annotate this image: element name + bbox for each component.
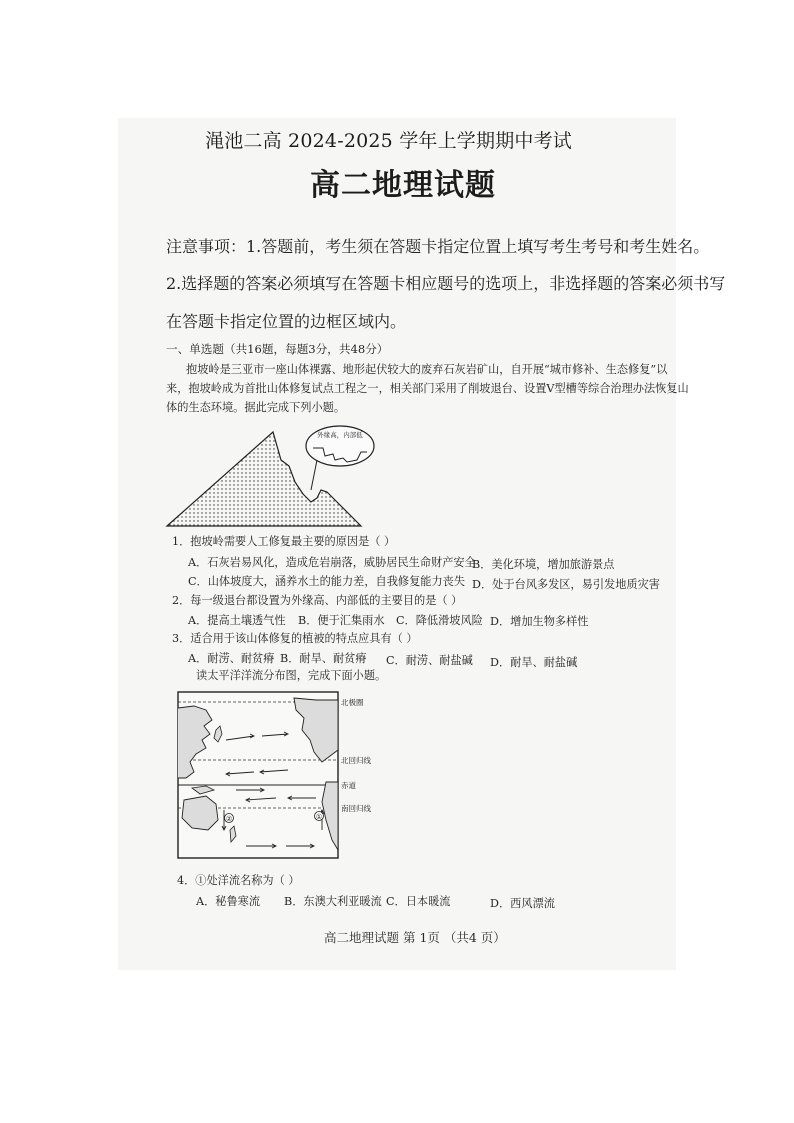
q3-option-d: D．耐旱、耐盐碱 — [490, 656, 578, 669]
map-intro: 读太平洋洋流分布图，完成下面小题。 — [196, 669, 387, 682]
tropic-south-label: 南回归线 — [341, 804, 371, 813]
q2-option-c: C．降低滑坡风险 — [396, 614, 483, 627]
passage-line-3: 体的生态环境。据此完成下列小题。 — [166, 401, 346, 414]
school-exam-line: 渑池二高 2024-2025 学年上学期期中考试 — [205, 130, 573, 152]
tropic-north-label: 北回归线 — [341, 756, 371, 765]
equator-label: 赤道 — [341, 781, 356, 790]
notice-line-1: 注意事项：1.答题前，考生须在答题卡指定位置上填写考生考号和考生姓名。 — [166, 237, 710, 256]
mark-1-label: ① — [315, 813, 323, 821]
q4-option-b: B．东澳大利亚暖流 — [284, 895, 382, 908]
q3-option-c: C．耐涝、耐盐碱 — [386, 654, 473, 667]
passage-line-1: 抱坡岭是三亚市一座山体裸露、地形起伏较大的废弃石灰岩矿山，自开展“城市修补、生态修复”以 — [186, 363, 668, 376]
q3-option-a: A．耐涝、耐贫瘠 — [188, 652, 275, 665]
q1-stem: 1．抱坡岭需要人工修复最主要的原因是（ ） — [172, 535, 396, 548]
q3-stem: 3．适合用于该山体修复的植被的特点应具有（ ） — [172, 632, 418, 645]
q1-option-d: D．处于台风多发区，易引发地质灾害 — [472, 578, 660, 591]
notice-line-3: 在答题卡指定位置的边框区域内。 — [166, 312, 407, 331]
q4-option-c: C．日本暖流 — [386, 895, 451, 908]
notice-line-2: 2.选择题的答案必须填写在答题卡相应题号的选项上，非选择题的答案必须书写 — [166, 274, 726, 293]
pacific-currents-map — [176, 690, 376, 862]
q1-option-b: B．美化环境，增加旅游景点 — [472, 558, 615, 571]
q4-stem: 4．①处洋流名称为（ ） — [177, 874, 300, 887]
q4-option-a: A．秘鲁寒流 — [196, 895, 261, 908]
mountain-figure — [165, 420, 380, 530]
q2-option-d: D．增加生物多样性 — [490, 615, 589, 628]
page-title: 高二地理试题 — [310, 168, 496, 203]
q3-option-b: B．耐旱、耐贫瘠 — [280, 652, 367, 665]
page-footer: 高二地理试题 第 1页 （共4 页） — [324, 930, 506, 945]
q1-option-c: C．山体坡度大，涵养水土的能力差，自我修复能力丧失 — [188, 575, 466, 588]
q4-option-d: D．西风漂流 — [490, 897, 555, 910]
q2-stem: 2．每一级退台都设置为外缘高、内部低的主要目的是（ ） — [172, 594, 463, 607]
passage-line-2: 来，抱坡岭成为首批山体修复试点工程之一，相关部门采用了削坡退台、设置V型槽等综合治理办法恢复山 — [166, 382, 689, 395]
arctic-circle-label: 北极圈 — [341, 698, 364, 707]
q2-option-a: A．提高土壤透气性 — [188, 614, 286, 627]
section-heading: 一、单选题（共16题，每题3分，共48分） — [166, 342, 389, 356]
mark-2-label: ② — [225, 815, 233, 823]
q2-option-b: B．便于汇集雨水 — [298, 614, 385, 627]
callout-label: 外缘高，内部低 — [317, 431, 363, 439]
q1-option-a: A．石灰岩易风化，造成危岩崩落，威胁居民生命财产安全 — [188, 556, 476, 569]
